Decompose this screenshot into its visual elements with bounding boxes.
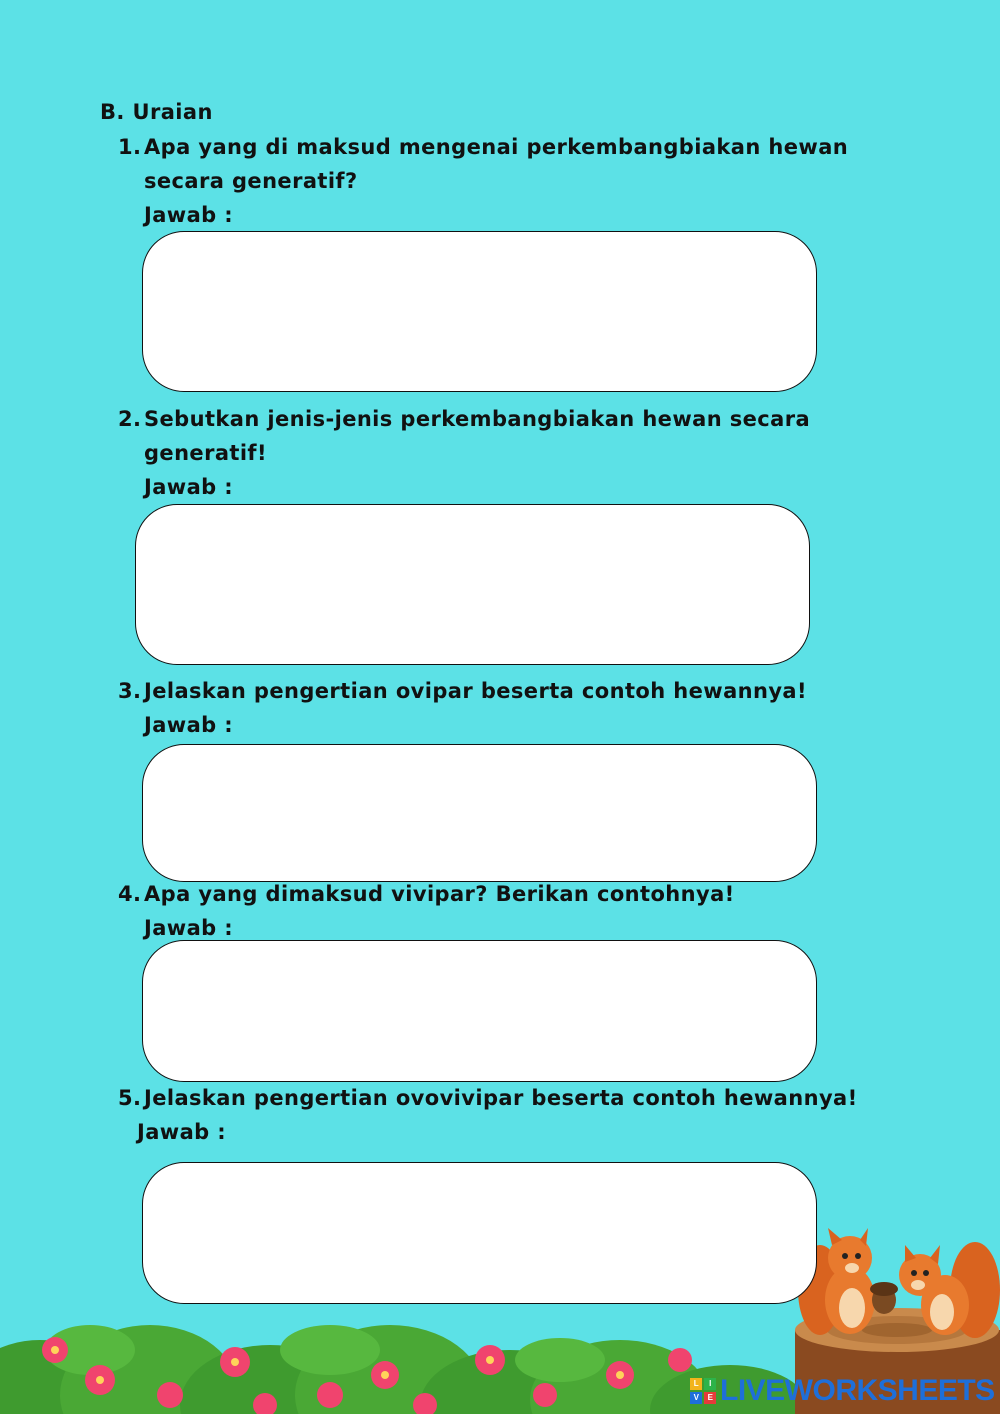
question-2-text-cont: generatif! bbox=[144, 441, 267, 465]
question-4-number: 4. bbox=[118, 882, 142, 906]
liveworksheets-logo-icon: L I V E bbox=[690, 1378, 716, 1404]
question-5-number: 5. bbox=[118, 1086, 142, 1110]
answer-label-1: Jawab : bbox=[144, 203, 234, 227]
answer-label-5: Jawab : bbox=[137, 1120, 227, 1144]
question-2-number: 2. bbox=[118, 407, 142, 431]
answer-box-3[interactable] bbox=[142, 744, 817, 882]
question-1-number: 1. bbox=[118, 135, 142, 159]
question-5-text: Jelaskan pengertian ovovivipar beserta contoh hewannya! bbox=[144, 1086, 858, 1110]
question-4-text: Apa yang dimaksud vivipar? Berikan contohnya! bbox=[144, 882, 735, 906]
question-1-text-cont: secara generatif? bbox=[144, 169, 358, 193]
question-3-text: Jelaskan pengertian ovipar beserta contoh hewannya! bbox=[144, 679, 807, 703]
question-1-text: Apa yang di maksud mengenai perkembangbiakan hewan bbox=[144, 135, 849, 159]
liveworksheets-logo-text: LIVEWORKSHEETS bbox=[720, 1374, 995, 1407]
answer-label-2: Jawab : bbox=[144, 475, 234, 499]
answer-box-2[interactable] bbox=[135, 504, 810, 665]
answer-box-5[interactable] bbox=[142, 1162, 817, 1304]
liveworksheets-logo[interactable] bbox=[690, 1374, 995, 1408]
answer-box-4[interactable] bbox=[142, 940, 817, 1082]
question-3-number: 3. bbox=[118, 679, 142, 703]
answer-box-1[interactable] bbox=[142, 231, 817, 392]
green-bush-icon bbox=[0, 1325, 810, 1414]
answer-label-3: Jawab : bbox=[144, 713, 234, 737]
answer-label-4: Jawab : bbox=[144, 916, 234, 940]
question-2-text: Sebutkan jenis-jenis perkembangbiakan hewan secara bbox=[144, 407, 811, 431]
section-title: B. Uraian bbox=[100, 100, 213, 124]
